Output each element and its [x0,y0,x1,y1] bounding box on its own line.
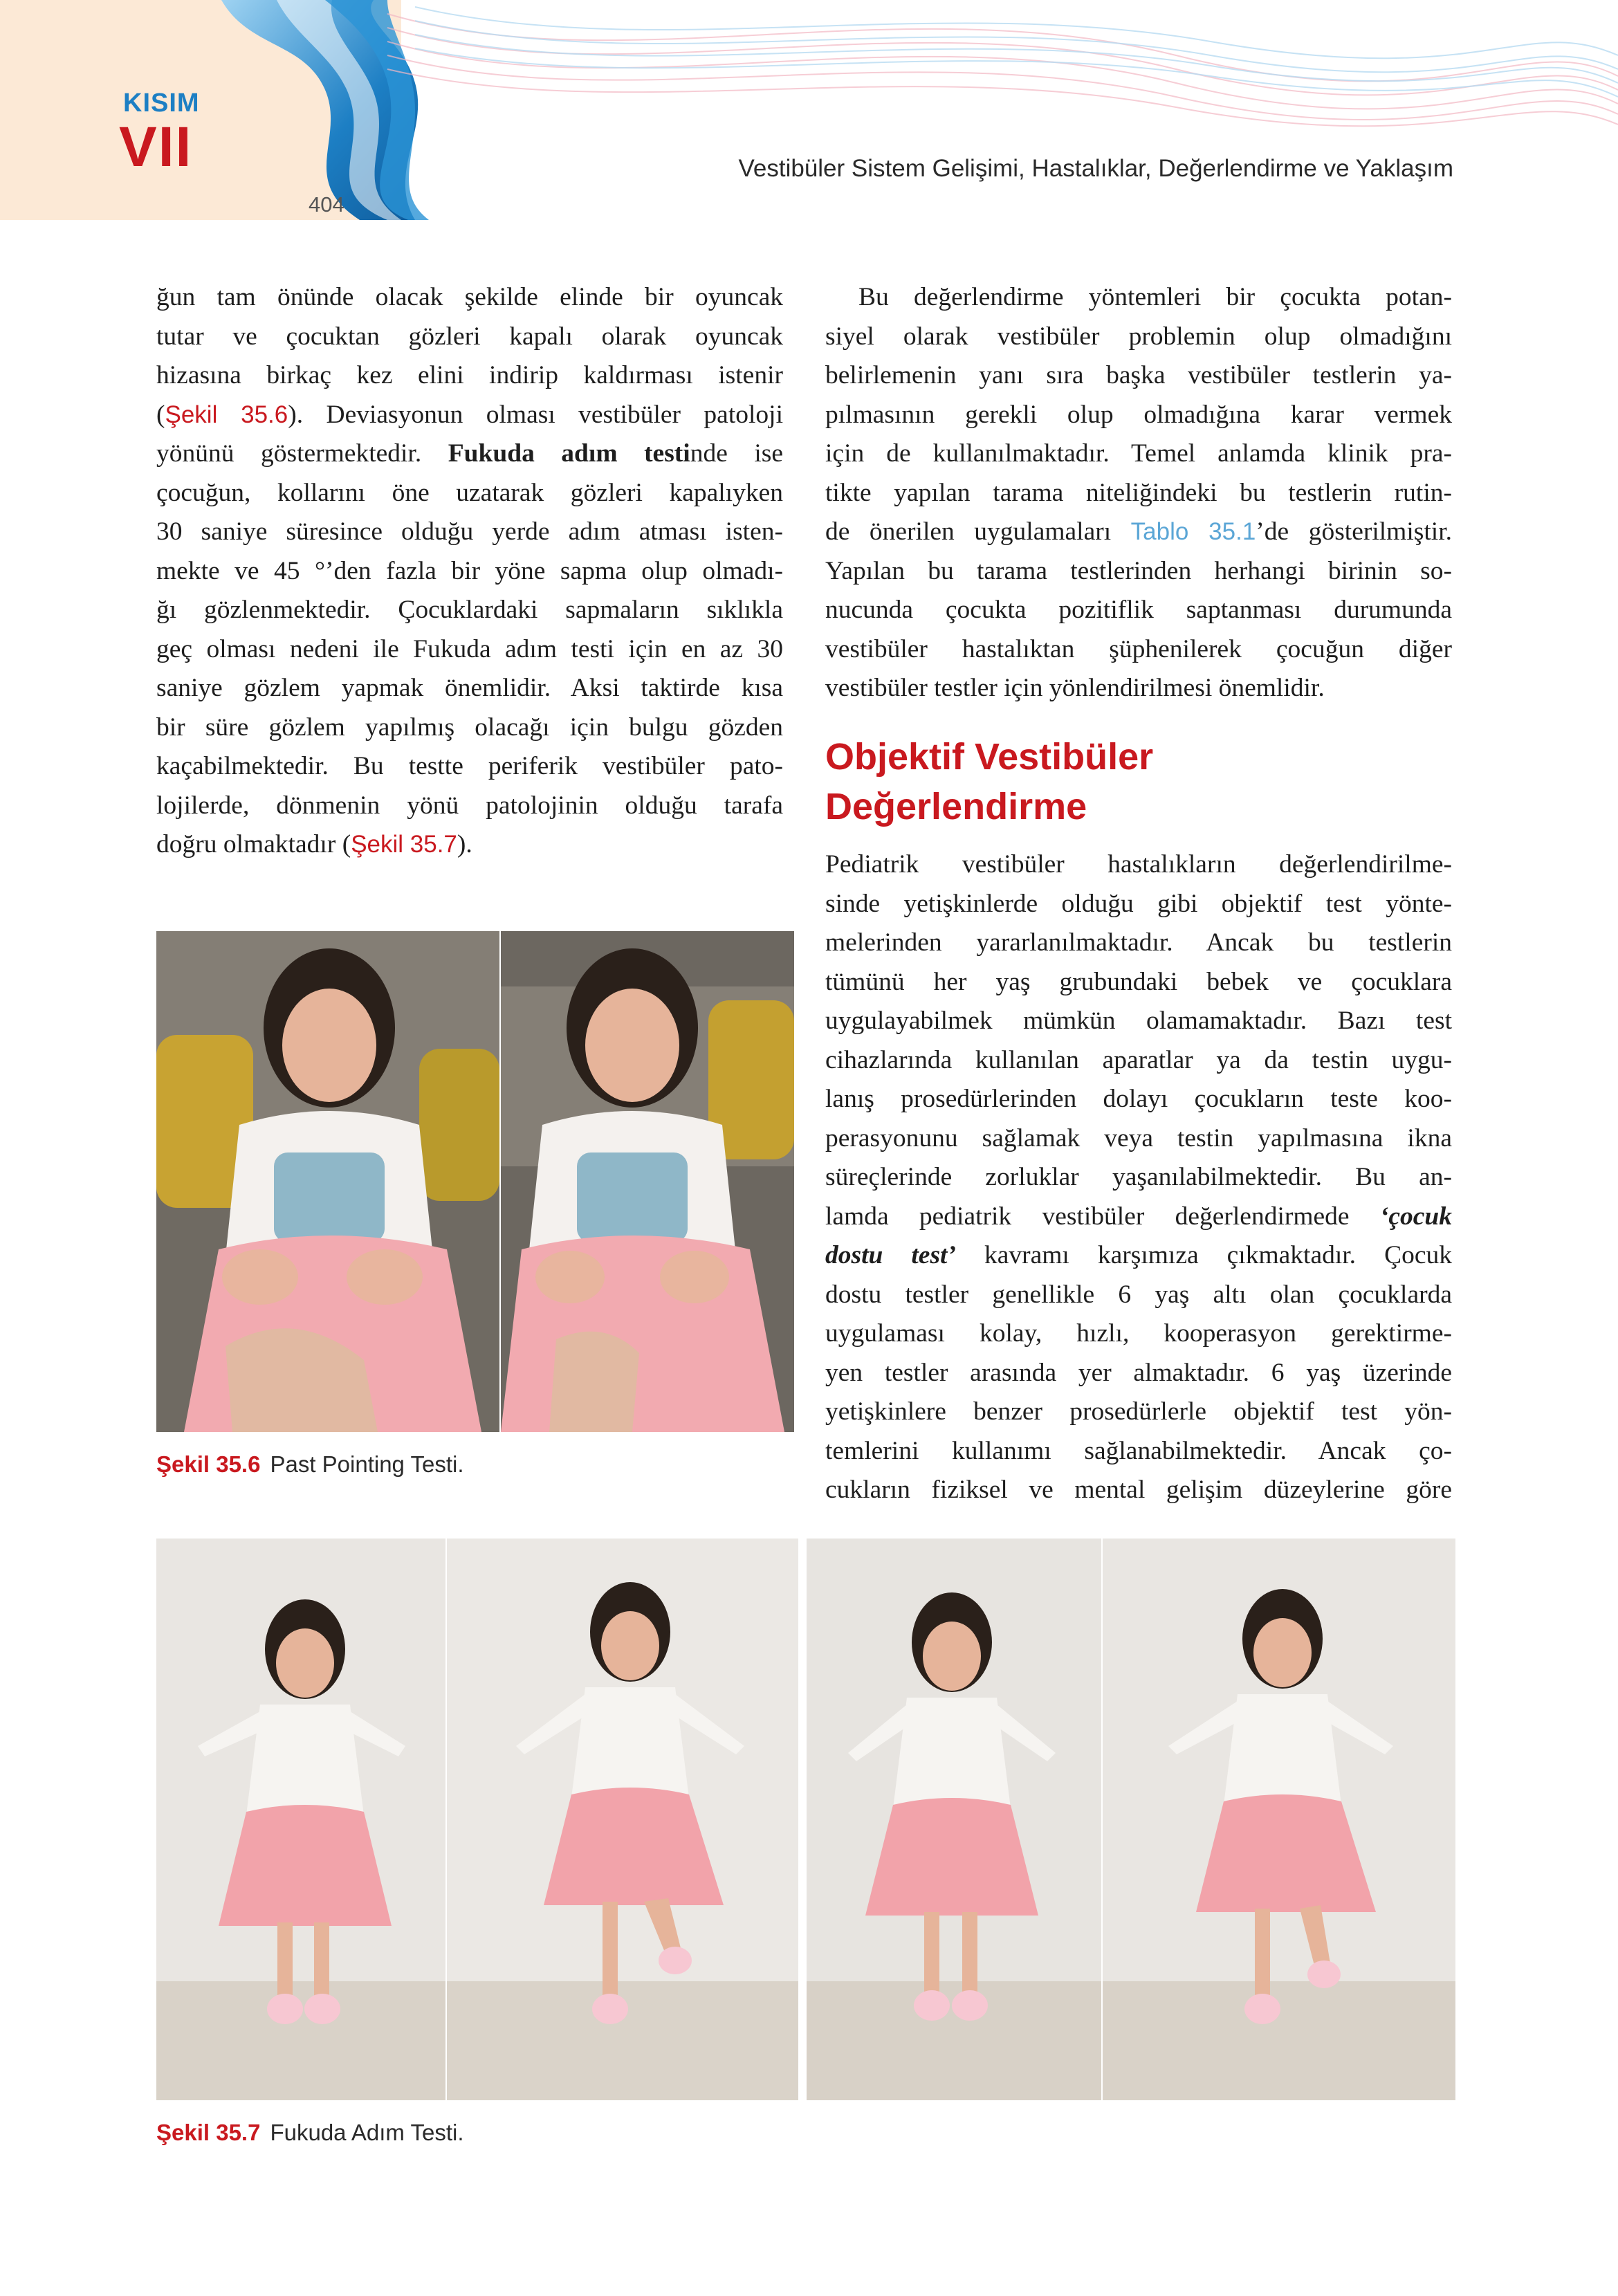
figure-label: Şekil 35.7 [156,2120,261,2145]
text-line: cihazlarında kullanılan aparatlar ya da testin uygu- [825,1045,1452,1074]
bold-term: Fukuda adım testi [448,439,690,468]
heading-line: Değerlendirme [825,786,1087,827]
right-column-paragraph-1 [825,278,1452,708]
text-line: geç olması nedeni ile Fukuda adım testi için en az 30 [156,634,783,663]
text-line: dostu test’ kavramı karşımıza çıkmaktadır. Çocuk [825,1241,1452,1269]
table-reference-link[interactable]: Tablo 35.1 [1130,518,1256,545]
text-line: lanış prosedürlerinden dolayı çocukların teste koo- [825,1085,1452,1113]
text-line: çocuğun, kollarını öne uzatarak gözleri kapalıyken [156,478,783,507]
page-number: 404 [309,192,344,217]
part-number: VII [119,116,193,178]
text-line: melerinden yararlanılmaktadır. Ancak bu testlerin [825,928,1452,957]
text-line: nucunda çocukta pozitiflik saptanması durumunda [825,596,1452,624]
text-line: için de kullanılmaktadır. Temel anlamda klinik pra- [825,439,1452,468]
text-line: de önerilen uygulamaları Tablo 35.1’de gösterilmiştir. [825,517,1452,546]
text-line: belirlemenin yanı sıra başka vestibüler testlerin ya- [825,361,1452,389]
text-line: dostu testler genellikle 6 yaş altı olan çocuklarda [825,1280,1452,1309]
text-line: yönünü göstermektedir. Fukuda adım testinde ise [156,439,783,468]
figure-label: Şekil 35.6 [156,1451,261,1477]
text-line: siyel olarak vestibüler problemin olup olmadığını [825,322,1452,351]
text-line: doğru olmaktadır (Şekil 35.7). [156,830,472,858]
figure-reference-link[interactable]: Şekil 35.7 [351,831,457,858]
text-line: cukların fiziksel ve mental gelişim düzeylerine göre [825,1476,1452,1504]
text-line: pılmasının gerekli olup olmadığına karar vermek [825,400,1452,429]
header-wave-decoration [0,0,1618,228]
part-label: KISIM [123,89,200,118]
bold-italic-term: dostu test’ [825,1241,956,1269]
text-line: kaçabilmektedir. Bu testte periferik vestibüler pato- [156,752,783,780]
figure-35-7-photo-2 [447,1539,798,2100]
text-line: Pediatrik vestibüler hastalıkların değerlendirilme- [825,850,1452,879]
figure-35-6-photo-left [156,931,499,1432]
heading-line: Objektif Vestibüler [825,736,1154,778]
right-column-paragraph-2 [825,845,1452,1510]
text-line: lojilerde, dönmenin yönü patolojinin olduğu tarafa [156,791,783,820]
text-line: uygulaması kolay, hızlı, kooperasyon gerektirme- [825,1319,1452,1348]
text-line: lamda pediatrik vestibüler değerlendirmede ‘çocuk [825,1202,1452,1231]
text-line: uygulayabilmek mümkün olamamaktadır. Bazı test [825,1007,1452,1035]
figure-35-7-photo-1 [156,1539,445,2100]
text-line: sinde yetişkinlerde olduğu gibi objektif test yönte- [825,889,1452,918]
left-column-text [156,278,783,865]
text-line: Bu değerlendirme yöntemleri bir çocukta potan- [858,283,1452,311]
text-line: süreçlerinde zorluklar yaşanılabilmektedir. Bu an- [825,1163,1452,1191]
text-line: ğun tam önünde olacak şekilde elinde bir oyuncak [156,283,783,311]
text-line: saniye gözlem yapmak önemlidir. Aksi taktirde kısa [156,674,783,702]
text-line: tikte yapılan tarama niteliğindeki bu testlerin rutin- [825,478,1452,507]
text-line: 30 saniye süresince olduğu yerde adım atması isten- [156,517,783,546]
running-title: Vestibüler Sistem Gelişimi, Hastalıklar, Değerlendirme ve Yaklaşım [738,155,1453,182]
text-line: perasyonunu sağlamak veya testin yapılmasına ikna [825,1123,1452,1152]
text-line: tutar ve çocuktan gözleri kapalı olarak oyuncak [156,322,783,351]
figure-35-6-caption [156,1451,464,1478]
figure-caption-text: Fukuda Adım Testi. [270,2120,464,2145]
figure-35-7-caption [156,2120,464,2146]
text-line: (Şekil 35.6). Deviasyonun olması vestibüler patoloji [156,400,783,429]
text-line: bir süre gözlem yapılmış olacağı için bulgu gözden [156,713,783,742]
text-line: Yapılan bu tarama testlerinden herhangi birinin so- [825,556,1452,585]
figure-caption-text: Past Pointing Testi. [270,1451,464,1477]
text-line: mekte ve 45 °’den fazla bir yöne sapma olup olmadı- [156,556,783,585]
text-line: temlerini kullanımı sağlanabilmektedir. Ancak ço- [825,1436,1452,1465]
text-line: yetişkinlere benzer prosedürlerle objektif test yön- [825,1397,1452,1426]
figure-35-7-photo-4 [1103,1539,1455,2100]
text-line: ğı gözlenmektedir. Çocuklardaki sapmaların sıklıkla [156,596,783,624]
text-line: vestibüler testler için yönlendirilmesi önemlidir. [825,674,1325,702]
section-heading [825,732,1448,832]
text-line: hizasına birkaç kez elini indirip kaldırması istenir [156,361,783,389]
figure-35-7-photo-3 [807,1539,1101,2100]
figure-35-6-photo-right [501,931,794,1432]
bold-italic-term: ‘çocuk [1379,1202,1452,1231]
text-line: yen testler arasında yer almaktadır. 6 yaş üzerinde [825,1358,1452,1387]
text-line: tümünü her yaş grubundaki bebek ve çocuklara [825,967,1452,996]
figure-reference-link[interactable]: Şekil 35.6 [165,401,288,428]
text-line: vestibüler hastalıktan şüphenilerek çocuğun diğer [825,634,1452,663]
